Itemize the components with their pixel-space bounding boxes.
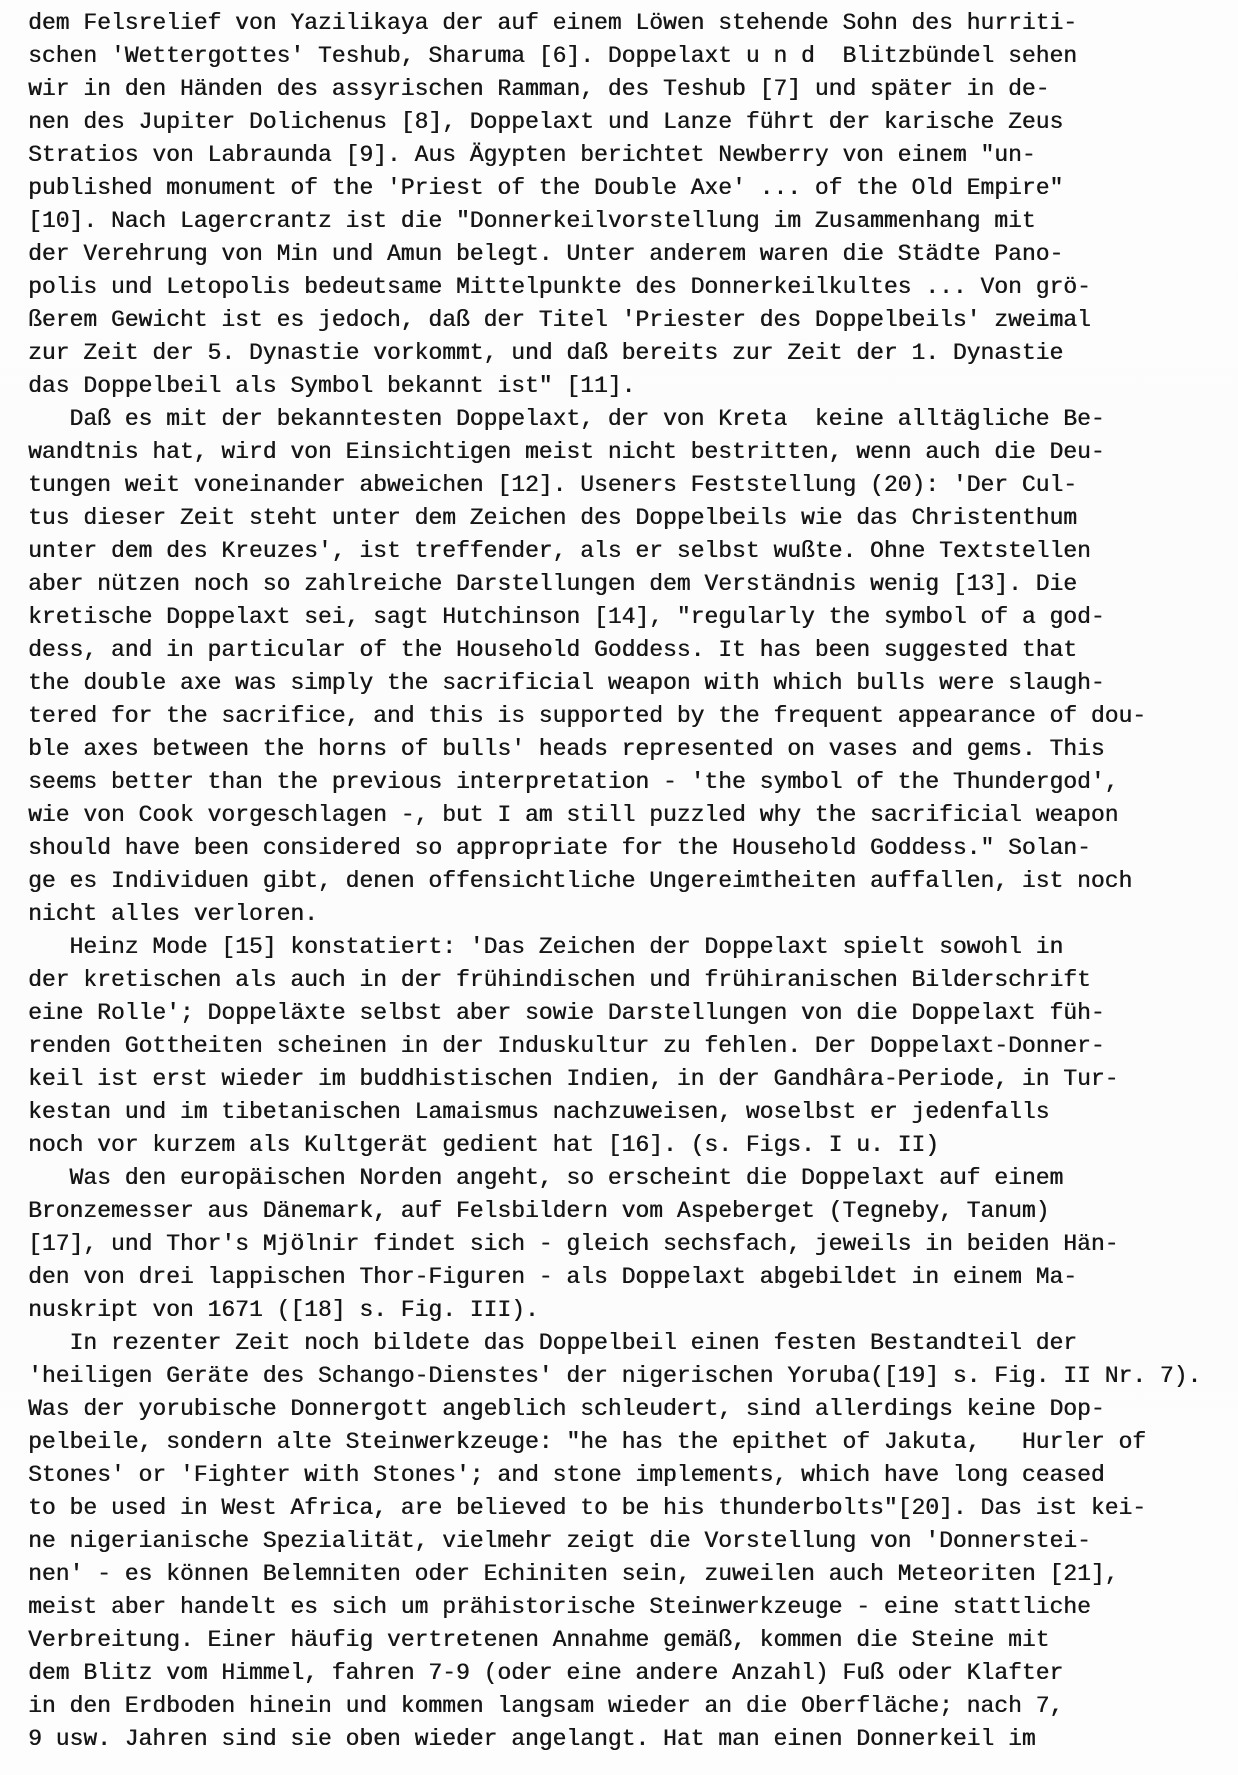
text-line: Stones' or 'Fighter with Stones'; and stone implements, which have long ceased — [28, 1462, 1105, 1488]
text-line: eine Rolle'; Doppeläxte selbst aber sowie Darstellungen von die Doppelaxt füh- — [28, 1000, 1105, 1026]
text-line: kestan und im tibetanischen Lamaismus nachzuweisen, woselbst er jedenfalls — [28, 1099, 1050, 1125]
text-line: dem Blitz vom Himmel, fahren 7-9 (oder eine andere Anzahl) Fuß oder Klafter — [28, 1660, 1064, 1686]
text-line: wir in den Händen des assyrischen Ramman, des Teshub [7] und später in de- — [28, 76, 1050, 102]
text-line: 'heiligen Geräte des Schango-Dienstes' der nigerischen Yoruba([19] s. Fig. II Nr. 7). — [28, 1363, 1202, 1389]
text-line: noch vor kurzem als Kultgerät gedient hat [16]. (s. Figs. I u. II) — [28, 1132, 939, 1158]
text-line: dem Felsrelief von Yazilikaya der auf einem Löwen stehende Sohn des hurriti- — [28, 10, 1077, 36]
text-line: wie von Cook vorgeschlagen -, but I am still puzzled why the sacrificial weapon — [28, 802, 1119, 828]
text-line: renden Gottheiten scheinen in der Induskultur zu fehlen. Der Doppelaxt-Donner- — [28, 1033, 1105, 1059]
text-line: to be used in West Africa, are believed to be his thunderbolts"[20]. Das ist kei- — [28, 1495, 1146, 1521]
text-line: seems better than the previous interpretation - 'the symbol of the Thundergod', — [28, 769, 1119, 795]
text-line: nen' - es können Belemniten oder Echiniten sein, zuweilen auch Meteoriten [21], — [28, 1561, 1119, 1587]
text-line: tus dieser Zeit steht unter dem Zeichen des Doppelbeils wie das Christenthum — [28, 505, 1077, 531]
text-line: [10]. Nach Lagercrantz ist die "Donnerkeilvorstellung im Zusammenhang mit — [28, 208, 1036, 234]
text-line: nicht alles verloren. — [28, 901, 318, 927]
text-line: In rezenter Zeit noch bildete das Doppelbeil einen festen Bestandteil der — [28, 1330, 1077, 1356]
text-line: Was der yorubische Donnergott angeblich schleudert, sind allerdings keine Dop- — [28, 1396, 1105, 1422]
text-line: der Verehrung von Min und Amun belegt. Unter anderem waren die Städte Pano- — [28, 241, 1064, 267]
text-line: ge es Individuen gibt, denen offensichtliche Ungereimtheiten auffallen, ist noch — [28, 868, 1133, 894]
text-line: ne nigerianische Spezialität, vielmehr zeigt die Vorstellung von 'Donnerstei- — [28, 1528, 1091, 1554]
text-line: published monument of the 'Priest of the Double Axe' ... of the Old Empire" — [28, 175, 1064, 201]
text-line: den von drei lappischen Thor-Figuren - als Doppelaxt abgebildet in einem Ma- — [28, 1264, 1077, 1290]
text-lines — [28, 7, 1228, 1756]
text-line: zur Zeit der 5. Dynastie vorkommt, und daß bereits zur Zeit der 1. Dynastie — [28, 340, 1064, 366]
text-line: nuskript von 1671 ([18] s. Fig. III). — [28, 1297, 539, 1323]
text-line: Verbreitung. Einer häufig vertretenen Annahme gemäß, kommen die Steine mit — [28, 1627, 1050, 1653]
text-line: tungen weit voneinander abweichen [12]. Useners Feststellung (20): 'Der Cul- — [28, 472, 1077, 498]
text-line: nen des Jupiter Dolichenus [8], Doppelaxt und Lanze führt der karische Zeus — [28, 109, 1064, 135]
text-line: kretische Doppelaxt sei, sagt Hutchinson [14], "regularly the symbol of a god- — [28, 604, 1105, 630]
text-line: Was den europäischen Norden angeht, so erscheint die Doppelaxt auf einem — [28, 1165, 1064, 1191]
text-line: unter dem des Kreuzes', ist treffender, als er selbst wußte. Ohne Textstellen — [28, 538, 1091, 564]
text-line: der kretischen als auch in der frühindischen und frühiranischen Bilderschrift — [28, 967, 1091, 993]
text-line: keil ist erst wieder im buddhistischen Indien, in der Gandhâra-Periode, in Tur- — [28, 1066, 1119, 1092]
text-line: dess, and in particular of the Household Goddess. It has been suggested that — [28, 637, 1077, 663]
text-line: ble axes between the horns of bulls' heads represented on vases and gems. This — [28, 736, 1105, 762]
text-line: ßerem Gewicht ist es jedoch, daß der Titel 'Priester des Doppelbeils' zweimal — [28, 307, 1091, 333]
text-line: polis und Letopolis bedeutsame Mittelpunkte des Donnerkeilkultes ... Von grö- — [28, 274, 1091, 300]
text-line: aber nützen noch so zahlreiche Darstellungen dem Verständnis wenig [13]. Die — [28, 571, 1077, 597]
text-line: [17], und Thor's Mjölnir findet sich - gleich sechsfach, jeweils in beiden Hän- — [28, 1231, 1119, 1257]
text-line: Bronzemesser aus Dänemark, auf Felsbildern vom Aspeberget (Tegneby, Tanum) — [28, 1198, 1050, 1224]
text-line: the double axe was simply the sacrificial weapon with which bulls were slaugh- — [28, 670, 1105, 696]
text-line: 9 usw. Jahren sind sie oben wieder angelangt. Hat man einen Donnerkeil im — [28, 1726, 1036, 1752]
text-line: should have been considered so appropriate for the Household Goddess." Solan- — [28, 835, 1091, 861]
text-line: in den Erdboden hinein und kommen langsam wieder an die Oberfläche; nach 7, — [28, 1693, 1064, 1719]
text-line: tered for the sacrifice, and this is supported by the frequent appearance of dou- — [28, 703, 1146, 729]
text-line: pelbeile, sondern alte Steinwerkzeuge: "he has the epithet of Jakuta, Hurler of — [28, 1429, 1146, 1455]
text-line: Heinz Mode [15] konstatiert: 'Das Zeichen der Doppelaxt spielt sowohl in — [28, 934, 1064, 960]
text-line: meist aber handelt es sich um prähistorische Steinwerkzeuge - eine stattliche — [28, 1594, 1091, 1620]
text-line: Stratios von Labraunda [9]. Aus Ägypten berichtet Newberry von einem "un- — [28, 142, 1036, 168]
text-line: das Doppelbeil als Symbol bekannt ist" [11]. — [28, 373, 636, 399]
text-line: wandtnis hat, wird von Einsichtigen meist nicht bestritten, wenn auch die Deu- — [28, 439, 1105, 465]
text-line: Daß es mit der bekanntesten Doppelaxt, der von Kreta keine alltägliche Be- — [28, 406, 1105, 432]
text-line: schen 'Wettergottes' Teshub, Sharuma [6]. Doppelaxt u n d Blitzbündel sehen — [28, 43, 1077, 69]
